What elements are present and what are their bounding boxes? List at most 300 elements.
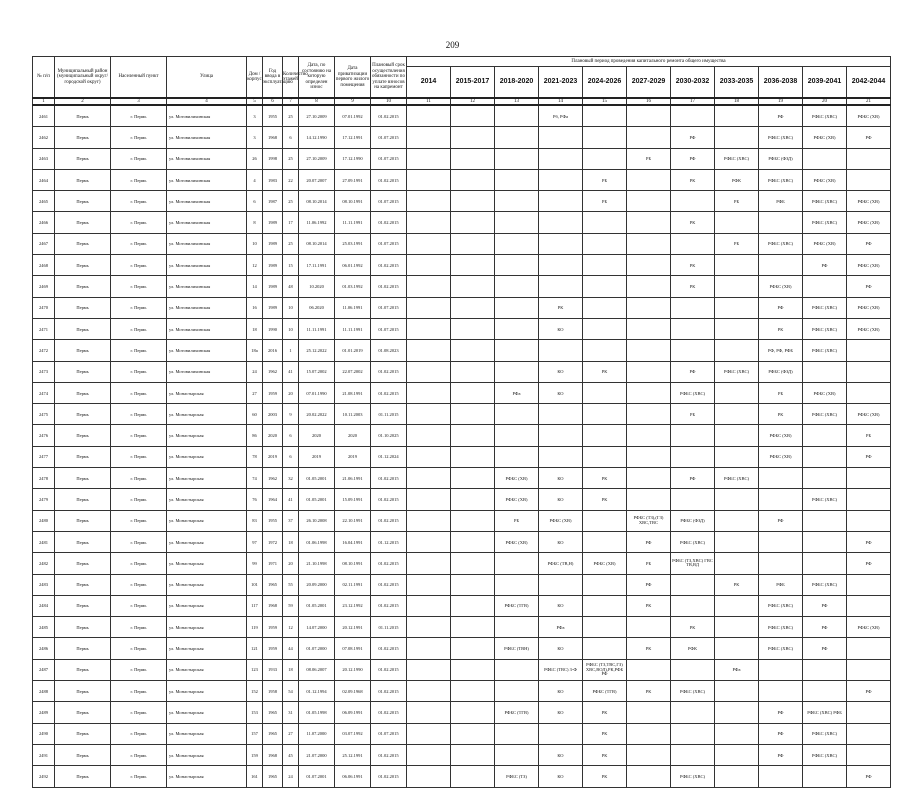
street-cell: ул. Мотовилихинская (167, 276, 247, 297)
table-row (33, 127, 891, 148)
period-cell: РБ (759, 382, 803, 403)
period-cell: РФБС (ХВС) (803, 723, 847, 744)
settlement-cell: г. Пермь (111, 105, 167, 127)
period-cell (715, 297, 759, 318)
year-header: 2027-2029 (627, 67, 671, 99)
period-cell (407, 255, 451, 276)
table-row (33, 723, 891, 744)
period-cell: РФБС (ФЗД) (759, 361, 803, 382)
period-cell (495, 127, 539, 148)
year-built-cell: 1959 (263, 382, 283, 403)
period-cell: РФБ (759, 574, 803, 595)
period-cell (451, 233, 495, 254)
period-cell: КО (539, 361, 583, 382)
year-built-cell: 1964 (263, 489, 283, 510)
period-cell (407, 489, 451, 510)
period-cell (803, 553, 847, 574)
period-cell: КО (539, 531, 583, 552)
date-privat-cell: 27.09.1991 (335, 169, 371, 190)
period-cell (539, 425, 583, 446)
row-number: 2481 (33, 531, 55, 552)
period-cell (759, 489, 803, 510)
period-cell (627, 744, 671, 765)
period-cell (495, 105, 539, 127)
period-cell: РФБС (ХВС) (671, 382, 715, 403)
period-cell (715, 766, 759, 787)
row-number: 2478 (33, 468, 55, 489)
period-cell: КО (539, 766, 583, 787)
period-cell (495, 191, 539, 212)
period-cell (451, 127, 495, 148)
row-number: 2466 (33, 212, 55, 233)
municipality-cell: Пермь (55, 681, 111, 702)
period-cell (671, 723, 715, 744)
house-cell: 117 (247, 595, 263, 616)
period-cell: РК (759, 404, 803, 425)
year-built-cell: 1959 (263, 617, 283, 638)
period-cell: РФ (759, 702, 803, 723)
street-cell: ул. Монастырская (167, 468, 247, 489)
period-cell (451, 659, 495, 680)
row-number: 2468 (33, 255, 55, 276)
municipality-cell: Пермь (55, 169, 111, 190)
municipality-cell: Пермь (55, 255, 111, 276)
period-cell: РФБС (ХВС) (759, 617, 803, 638)
year-built-cell: 1998 (263, 148, 283, 169)
period-cell (539, 446, 583, 467)
period-cell (847, 510, 891, 531)
date-privat-cell: 2020 (335, 425, 371, 446)
settlement-cell: г. Пермь (111, 446, 167, 467)
period-cell (495, 212, 539, 233)
period-cell (627, 489, 671, 510)
period-cell (759, 553, 803, 574)
period-cell: РФ (847, 127, 891, 148)
deadline-cell: 01.07.2015 (371, 127, 407, 148)
period-cell (583, 531, 627, 552)
date-privat-cell: 02.09.1968 (335, 681, 371, 702)
period-cell: РФК (715, 169, 759, 190)
period-cell: РФБС (ХВ) (583, 553, 627, 574)
period-cell (407, 531, 451, 552)
house-cell: 86 (247, 425, 263, 446)
column-number: 11 (407, 98, 451, 105)
date-privat-cell: 07.08.1991 (335, 638, 371, 659)
column-number: 4 (167, 98, 247, 105)
table-row (33, 489, 891, 510)
period-cell (539, 169, 583, 190)
column-number: 6 (263, 98, 283, 105)
period-cell: РФ (759, 105, 803, 127)
period-cell (627, 382, 671, 403)
period-cell (627, 276, 671, 297)
column-number: 15 (583, 98, 627, 105)
period-cell (803, 659, 847, 680)
period-cell: РФБС (ХВ) (803, 169, 847, 190)
street-cell: ул. Монастырская (167, 723, 247, 744)
table-row (33, 318, 891, 339)
settlement-cell: г. Пермь (111, 766, 167, 787)
municipality-cell: Пермь (55, 276, 111, 297)
date-recognized-cell: 27.10.2009 (299, 148, 335, 169)
period-cell: РК (671, 617, 715, 638)
date-recognized-cell: 06.2020 (299, 297, 335, 318)
period-cell (451, 425, 495, 446)
period-cell (671, 340, 715, 361)
table-row (33, 659, 891, 680)
floors-cell: 20 (283, 382, 299, 403)
period-cell (847, 468, 891, 489)
table-row (33, 169, 891, 190)
period-cell (715, 404, 759, 425)
house-cell: 24 (247, 361, 263, 382)
floors-cell: 18 (283, 659, 299, 680)
street-cell: ул. Монастырская (167, 382, 247, 403)
period-cell: КО (539, 489, 583, 510)
municipality-cell: Пермь (55, 489, 111, 510)
period-cell (627, 233, 671, 254)
settlement-cell: г. Пермь (111, 468, 167, 489)
period-cell (451, 574, 495, 595)
period-cell (451, 553, 495, 574)
date-recognized-cell: 07.01.1990 (299, 382, 335, 403)
municipality-cell: Пермь (55, 233, 111, 254)
settlement-cell: г. Пермь (111, 638, 167, 659)
period-cell (407, 553, 451, 574)
date-recognized-cell: 26.10.2008 (299, 510, 335, 531)
floors-cell: 6 (283, 127, 299, 148)
period-cell (495, 681, 539, 702)
municipality-cell: Пермь (55, 595, 111, 616)
date-privat-cell: 01.03.1992 (335, 276, 371, 297)
period-cell (407, 105, 451, 127)
period-cell: РФ (847, 276, 891, 297)
column-number: 20 (803, 98, 847, 105)
period-cell (407, 702, 451, 723)
period-cell: РБ (627, 148, 671, 169)
period-cell (803, 510, 847, 531)
street-cell: ул. Монастырская (167, 659, 247, 680)
house-cell: 153 (247, 702, 263, 723)
municipality-cell: Пермь (55, 191, 111, 212)
period-cell (671, 297, 715, 318)
floors-cell: 25 (283, 233, 299, 254)
period-cell: РФБС (ХВ) (495, 489, 539, 510)
period-cell: РК (583, 702, 627, 723)
period-cell (539, 574, 583, 595)
period-cell (407, 595, 451, 616)
deadline-cell: 01.02.2015 (371, 510, 407, 531)
period-cell: РФБС (ХВС) (759, 169, 803, 190)
period-cell (407, 510, 451, 531)
deadline-cell: 01.02.2015 (371, 489, 407, 510)
settlement-cell: г. Пермь (111, 212, 167, 233)
row-number: 2475 (33, 404, 55, 425)
table-row (33, 425, 891, 446)
period-cell: РФК (671, 638, 715, 659)
table-row (33, 744, 891, 765)
period-cell: РФБС (ТГВ) (495, 702, 539, 723)
period-cell (583, 574, 627, 595)
period-cell (451, 404, 495, 425)
table-row (33, 531, 891, 552)
period-cell: РФБС (ФЗД) (759, 148, 803, 169)
period-cell (539, 148, 583, 169)
floors-cell: 15 (283, 255, 299, 276)
period-cell (407, 617, 451, 638)
period-cell: РФ (847, 446, 891, 467)
period-cell: КО (539, 382, 583, 403)
period-cell (715, 702, 759, 723)
street-cell: ул. Мотовилихинская (167, 255, 247, 276)
year-built-cell: 1962 (263, 468, 283, 489)
floors-cell: 17 (283, 212, 299, 233)
period-cell (539, 191, 583, 212)
period-cell (451, 148, 495, 169)
period-cell (407, 404, 451, 425)
municipality-cell: Пермь (55, 659, 111, 680)
period-cell (451, 510, 495, 531)
period-cell (407, 148, 451, 169)
period-cell (583, 382, 627, 403)
municipality-cell: Пермь (55, 617, 111, 638)
plan-period-header: Плановый период проведения капитального ремонта общего имущества (407, 57, 891, 67)
year-built-cell: 1989 (263, 255, 283, 276)
period-cell: РФБС (ХВ) (759, 276, 803, 297)
year-built-cell: 1989 (263, 212, 283, 233)
deadline-cell: 01.07.2015 (371, 191, 407, 212)
period-cell: РБ (715, 191, 759, 212)
period-cell (627, 425, 671, 446)
date-recognized-cell: 01.12.1994 (299, 681, 335, 702)
col-settlement-header: Населенный пункт (111, 57, 167, 99)
year-built-cell: 2020 (263, 425, 283, 446)
period-cell (847, 361, 891, 382)
house-cell: 123 (247, 659, 263, 680)
year-header: 2042-2044 (847, 67, 891, 99)
house-cell: 3 (247, 127, 263, 148)
table-row (33, 595, 891, 616)
street-cell: ул. Монастырская (167, 595, 247, 616)
street-cell: ул. Мотовилихинская (167, 318, 247, 339)
municipality-cell: Пермь (55, 723, 111, 744)
col-date-recognized-header: Дата, по состоянию на которую определен износ (299, 57, 335, 99)
period-cell: РФБС (ХВ) (847, 191, 891, 212)
period-cell: РФБС (ХВ) (759, 446, 803, 467)
period-cell (539, 404, 583, 425)
row-number: 2477 (33, 446, 55, 467)
period-cell: РФ (847, 766, 891, 787)
period-cell (451, 361, 495, 382)
year-built-cell: 1965 (263, 766, 283, 787)
municipality-cell: Пермь (55, 744, 111, 765)
column-number: 1 (33, 98, 55, 105)
year-header: 2021-2023 (539, 67, 583, 99)
floors-cell: 54 (283, 681, 299, 702)
period-cell (539, 127, 583, 148)
floors-cell: 6 (283, 425, 299, 446)
period-cell (539, 723, 583, 744)
settlement-cell: г. Пермь (111, 404, 167, 425)
date-recognized-cell: 14.07.2000 (299, 617, 335, 638)
column-number: 19 (759, 98, 803, 105)
house-cell: 83 (247, 510, 263, 531)
row-number: 2480 (33, 510, 55, 531)
floors-cell: 37 (283, 510, 299, 531)
period-cell: РФБС (ХВС) (803, 489, 847, 510)
period-cell (627, 169, 671, 190)
period-cell (539, 255, 583, 276)
settlement-cell: г. Пермь (111, 233, 167, 254)
period-cell (407, 766, 451, 787)
period-cell: РК (671, 276, 715, 297)
period-cell (583, 212, 627, 233)
municipality-cell: Пермь (55, 382, 111, 403)
period-cell: РК (539, 297, 583, 318)
period-cell: РК (583, 361, 627, 382)
street-cell: ул. Монастырская (167, 617, 247, 638)
row-number: 2476 (33, 425, 55, 446)
floors-cell: 24 (283, 766, 299, 787)
period-cell: РК (671, 255, 715, 276)
municipality-cell: Пермь (55, 404, 111, 425)
settlement-cell: г. Пермь (111, 744, 167, 765)
period-cell (495, 723, 539, 744)
period-cell: РФ (847, 681, 891, 702)
street-cell: ул. Мотовилихинская (167, 233, 247, 254)
date-recognized-cell: 20.09.2000 (299, 574, 335, 595)
house-cell: 18а (247, 340, 263, 361)
table-row (33, 212, 891, 233)
period-cell (715, 340, 759, 361)
floors-cell: 10 (283, 297, 299, 318)
row-number: 2487 (33, 659, 55, 680)
period-cell: РФ (759, 510, 803, 531)
period-cell: РФБС (ХВ) (803, 127, 847, 148)
municipality-cell: Пермь (55, 446, 111, 467)
period-cell: РФБС (ТВН) (495, 638, 539, 659)
table-row (33, 191, 891, 212)
period-cell (627, 191, 671, 212)
date-privat-cell: 22.10.1991 (335, 510, 371, 531)
period-cell: РК (583, 766, 627, 787)
period-cell (451, 744, 495, 765)
period-cell (715, 617, 759, 638)
deadline-cell: 01.10.2025 (371, 425, 407, 446)
row-number: 2463 (33, 148, 55, 169)
row-number: 2491 (33, 744, 55, 765)
deadline-cell: 01.02.2015 (371, 702, 407, 723)
settlement-cell: г. Пермь (111, 531, 167, 552)
period-cell (539, 340, 583, 361)
year-built-cell: 1958 (263, 681, 283, 702)
period-cell: РФБС (ТЗ),(ГЗ) ХВС,ТВС (627, 510, 671, 531)
period-cell: КО (539, 468, 583, 489)
date-privat-cell: 23.12.1992 (335, 595, 371, 616)
date-recognized-cell: 10.2020 (299, 276, 335, 297)
date-recognized-cell: 01.05.2001 (299, 595, 335, 616)
table-row (33, 105, 891, 127)
row-number: 2461 (33, 105, 55, 127)
period-cell (847, 595, 891, 616)
row-number: 2490 (33, 723, 55, 744)
period-cell (627, 617, 671, 638)
column-number: 5 (247, 98, 263, 105)
row-number: 2488 (33, 681, 55, 702)
municipality-cell: Пермь (55, 766, 111, 787)
year-header: 2015-2017 (451, 67, 495, 99)
date-recognized-cell: 01.07.2000 (299, 638, 335, 659)
settlement-cell: г. Пермь (111, 297, 167, 318)
deadline-cell: 01.07.2015 (371, 297, 407, 318)
period-cell: КО (539, 595, 583, 616)
deadline-cell: 01.02.2015 (371, 105, 407, 127)
deadline-cell: 01.02.2015 (371, 255, 407, 276)
period-cell (627, 255, 671, 276)
period-cell (495, 255, 539, 276)
period-cell (451, 468, 495, 489)
floors-cell: 31 (283, 702, 299, 723)
house-cell: 8 (247, 212, 263, 233)
house-cell: 60 (247, 404, 263, 425)
settlement-cell: г. Пермь (111, 191, 167, 212)
house-cell: 161 (247, 766, 263, 787)
table-row (33, 148, 891, 169)
period-cell (583, 127, 627, 148)
year-built-cell: 2019 (263, 446, 283, 467)
date-privat-cell: 25.12.1991 (335, 744, 371, 765)
deadline-cell: 01.08.2023 (371, 340, 407, 361)
house-cell: 26 (247, 148, 263, 169)
year-built-cell: 1989 (263, 297, 283, 318)
row-number: 2469 (33, 276, 55, 297)
period-cell: РФБС (ХВС) (715, 361, 759, 382)
street-cell: ул. Мотовилихинская (167, 297, 247, 318)
row-number: 2467 (33, 233, 55, 254)
period-cell (803, 148, 847, 169)
floors-cell: 25 (283, 148, 299, 169)
year-built-cell: 1965 (263, 723, 283, 744)
table-row (33, 638, 891, 659)
column-number: 3 (111, 98, 167, 105)
period-cell (583, 446, 627, 467)
period-cell: РФа (495, 382, 539, 403)
deadline-cell: 01.02.2015 (371, 595, 407, 616)
period-cell (495, 744, 539, 765)
date-recognized-cell: 21.07.2000 (299, 744, 335, 765)
street-cell: ул. Мотовилихинская (167, 340, 247, 361)
deadline-cell: 01.02.2015 (371, 638, 407, 659)
house-cell: 157 (247, 723, 263, 744)
period-cell: РФБС (ХВ) (847, 255, 891, 276)
row-number: 2486 (33, 638, 55, 659)
period-cell: РФБС (ХВС) (803, 191, 847, 212)
year-built-cell: 1962 (263, 361, 283, 382)
period-cell (627, 297, 671, 318)
house-cell: 4 (247, 169, 263, 190)
deadline-cell: 01.07.2015 (371, 723, 407, 744)
column-number: 14 (539, 98, 583, 105)
period-cell (451, 489, 495, 510)
period-cell: РБ (627, 553, 671, 574)
period-cell (803, 468, 847, 489)
date-privat-cell: 15.09.1991 (335, 489, 371, 510)
period-cell (451, 531, 495, 552)
period-cell: РФБС (ХВС) (759, 638, 803, 659)
period-cell: РБ (715, 233, 759, 254)
period-cell (407, 169, 451, 190)
floors-cell: 12 (283, 617, 299, 638)
